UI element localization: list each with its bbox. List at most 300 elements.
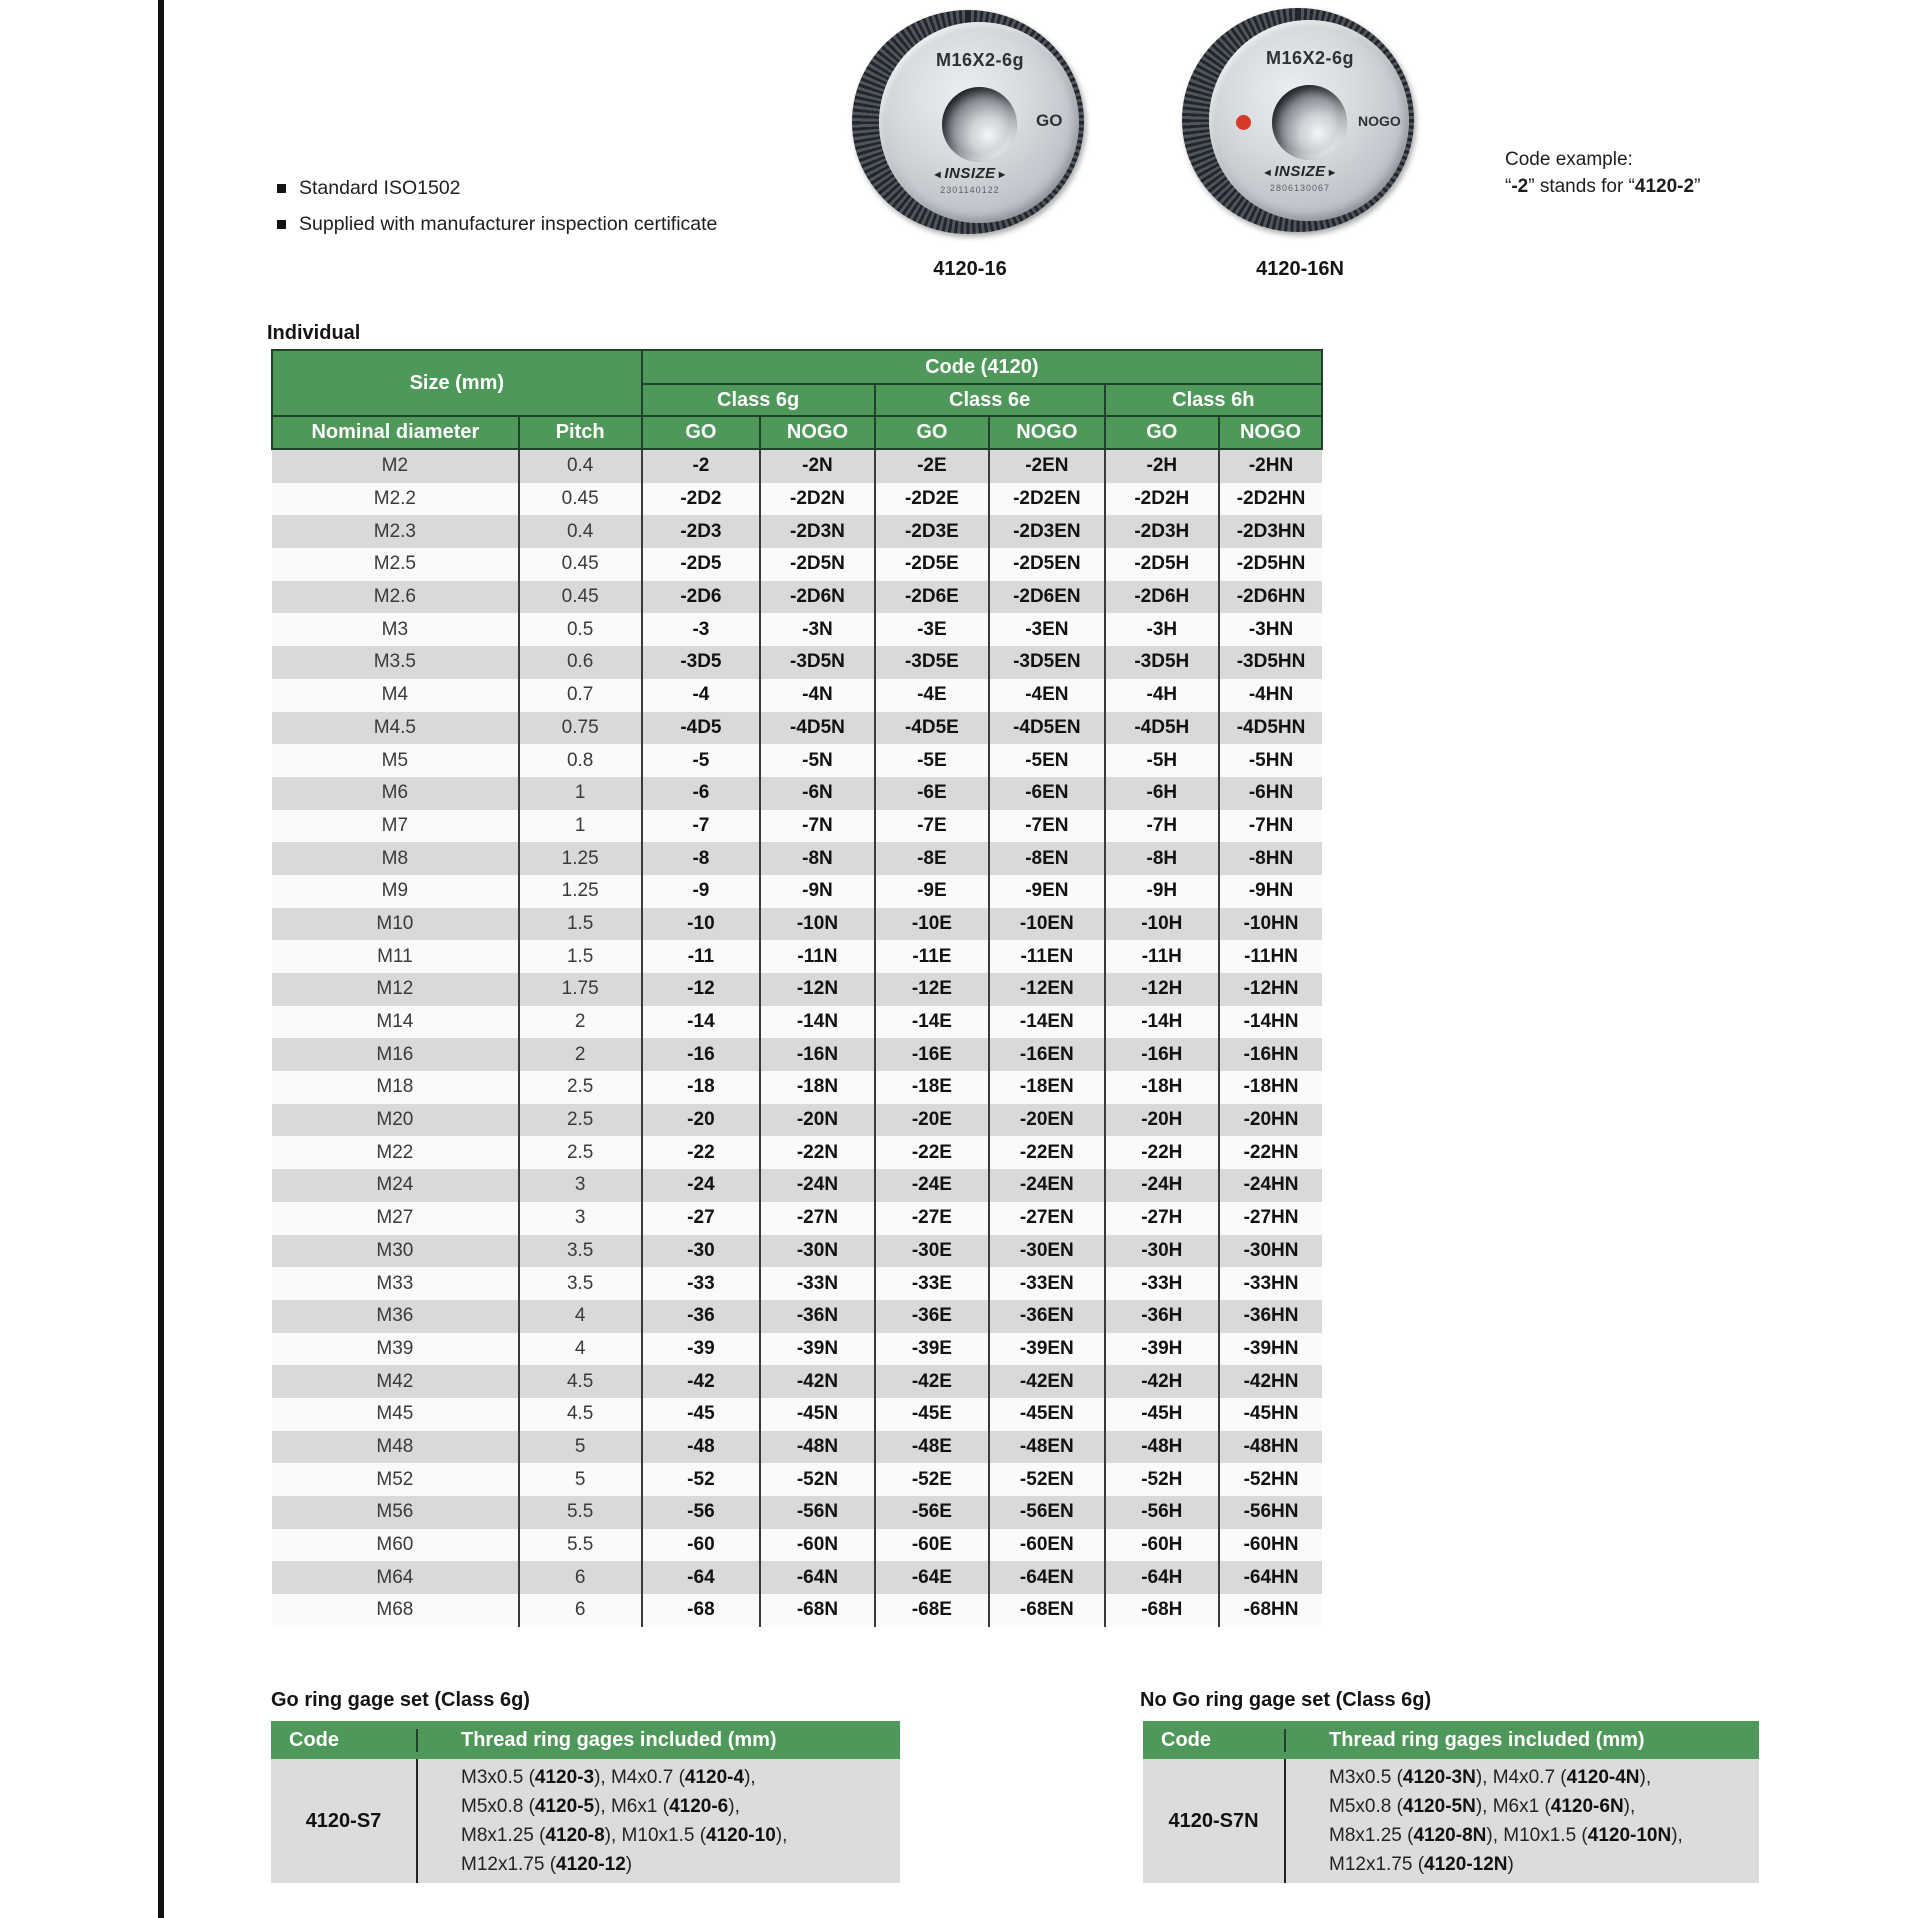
code-cell: -2D2EN (989, 483, 1104, 516)
code-cell: -68N (760, 1594, 874, 1627)
gauge-table-row (272, 940, 1322, 973)
nominal-diameter-cell: M12 (376, 978, 414, 1000)
gauge-table-row (272, 581, 1322, 614)
code-cell: -68EN (989, 1594, 1104, 1627)
pitch-cell: 4.5 (519, 1365, 642, 1398)
code-cell: -30HN (1219, 1235, 1322, 1268)
code-cell: -3D5EN (989, 646, 1104, 679)
nominal-diameter-cell: M8 (381, 847, 409, 869)
gauge-go-marking: GO (1036, 111, 1063, 130)
set-gages-line: M8x1.25 (4120-8), M10x1.5 (4120-10), (461, 1825, 788, 1846)
nominal-diameter-cell: M4 (381, 684, 409, 706)
code-cell: -9H (1105, 875, 1219, 908)
nogo-gauge-caption: 4120-16N (1256, 258, 1344, 280)
go-header-6e: GO (875, 416, 989, 449)
code-cell: -60EN (989, 1529, 1104, 1562)
code-cell: -3H (1105, 613, 1219, 646)
gauge-nogo-marking: NOGO (1358, 113, 1401, 129)
code-cell: -68H (1105, 1594, 1219, 1627)
code-cell: -33EN (989, 1267, 1104, 1300)
nominal-diameter-cell: M5 (381, 749, 409, 771)
code-cell: -42HN (1219, 1365, 1322, 1398)
code-cell: -18H (1105, 1071, 1219, 1104)
code-cell: -2D6EN (989, 581, 1104, 614)
code-cell: -42H (1105, 1365, 1219, 1398)
code-cell: -11N (760, 940, 874, 973)
code-example-title: Code example: (1505, 149, 1633, 170)
code-cell: -16HN (1219, 1038, 1322, 1071)
go-gauge-caption: 4120-16 (933, 258, 1007, 280)
code-cell: -52EN (989, 1463, 1104, 1496)
code-cell: -10EN (989, 908, 1104, 941)
code-cell: -33H (1105, 1267, 1219, 1300)
code-column-header: Code (1161, 1728, 1211, 1751)
code-cell: -68HN (1219, 1594, 1322, 1627)
gauge-table-row (272, 1235, 1322, 1268)
code-cell: -33HN (1219, 1267, 1322, 1300)
code-cell: -7HN (1219, 810, 1322, 843)
code-cell: -24HN (1219, 1169, 1322, 1202)
code-cell: -4 (642, 679, 761, 712)
set-gages-line: M3x0.5 (4120-3N), M4x0.7 (4120-4N), (1329, 1767, 1652, 1788)
code-cell: -2D3 (642, 515, 761, 548)
code-cell: -12E (875, 973, 989, 1006)
go-set-header-row (271, 1721, 900, 1759)
code-cell: -5 (642, 744, 761, 777)
code-cell: -64EN (989, 1561, 1104, 1594)
set-gage-code: 4120-8 (545, 1825, 605, 1846)
code-cell: -6 (642, 777, 761, 810)
code-cell: -2D5H (1105, 548, 1219, 581)
code-cell: -52HN (1219, 1463, 1322, 1496)
nominal-diameter-cell: M14 (376, 1011, 414, 1033)
gauge-thread-hole (942, 87, 1017, 162)
go-ring-gauge-photo (852, 10, 1088, 236)
pitch-header: Pitch (519, 416, 642, 449)
code-cell: -2D5HN (1219, 548, 1322, 581)
gauge-table-row (272, 646, 1322, 679)
insize-logo: ◄ INSIZE ► (852, 165, 1088, 182)
code-example (1505, 146, 1700, 200)
class-6e-header: Class 6e (875, 384, 1105, 416)
code-cell: -4D5 (642, 712, 761, 745)
set-gage-code: 4120-4N (1566, 1767, 1640, 1788)
code-cell: -45 (642, 1398, 761, 1431)
code-cell: -3D5H (1105, 646, 1219, 679)
nominal-diameter-cell: M20 (376, 1109, 414, 1131)
code-cell: -9HN (1219, 875, 1322, 908)
code-cell: -8EN (989, 842, 1104, 875)
code-cell: -42N (760, 1365, 874, 1398)
code-cell: -9 (642, 875, 761, 908)
gauge-table-row (272, 1169, 1322, 1202)
nominal-diameter-cell: M18 (376, 1076, 414, 1098)
code-cell: -52H (1105, 1463, 1219, 1496)
code-cell: -52N (760, 1463, 874, 1496)
code-cell: -10E (875, 908, 989, 941)
nominal-diameter-cell: M3 (381, 618, 409, 640)
code-cell: -60HN (1219, 1529, 1322, 1562)
code-cell: -6E (875, 777, 989, 810)
code-cell: -8N (760, 842, 874, 875)
code-cell: -56HN (1219, 1496, 1322, 1529)
code-cell: -36N (760, 1300, 874, 1333)
nominal-diameter-cell: M4.5 (373, 716, 416, 738)
feature-item (277, 170, 717, 206)
code-cell: -11H (1105, 940, 1219, 973)
code-cell: -39E (875, 1333, 989, 1366)
pitch-cell: 1.25 (519, 842, 642, 875)
code-cell: -22EN (989, 1136, 1104, 1169)
code-cell: -16 (642, 1038, 761, 1071)
gauge-table-row (272, 908, 1322, 941)
go-set-heading: Go ring gage set (Class 6g) (271, 1689, 530, 1711)
nogo-header-6h: NOGO (1219, 416, 1322, 449)
code-cell: -20E (875, 1104, 989, 1137)
gages-column-header: Thread ring gages included (mm) (1284, 1729, 1759, 1752)
insize-logo: ◄ INSIZE ► (1182, 163, 1418, 180)
nominal-diameter-cell: M68 (376, 1599, 414, 1621)
code-example-text: “-2” stands for “4120-2” (1505, 176, 1701, 197)
nominal-diameter-cell: M2.2 (373, 488, 416, 510)
code-cell: -14EN (989, 1006, 1104, 1039)
code-cell: -68 (642, 1594, 761, 1627)
set-gage-code: 4120-5 (534, 1796, 595, 1817)
gauge-table-row (272, 1136, 1322, 1169)
code-cell: -2 (642, 449, 761, 483)
code-cell: -60 (642, 1529, 761, 1562)
set-gages-line: M8x1.25 (4120-8N), M10x1.5 (4120-10N), (1329, 1825, 1683, 1846)
pitch-cell: 5.5 (519, 1529, 642, 1562)
set-code: 4120-S7N (1168, 1809, 1259, 1832)
gauge-table-row (272, 1431, 1322, 1464)
individual-gauge-table (271, 349, 1323, 1627)
code-cell: -52 (642, 1463, 761, 1496)
pitch-cell: 2 (519, 1038, 642, 1071)
code-cell: -45H (1105, 1398, 1219, 1431)
code-cell: -48H (1105, 1431, 1219, 1464)
set-gages-line: M3x0.5 (4120-3), M4x0.7 (4120-4), (461, 1767, 756, 1788)
code-cell: -60H (1105, 1529, 1219, 1562)
code-cell: -60N (760, 1529, 874, 1562)
gauge-table-row (272, 1267, 1322, 1300)
gauge-table-row (272, 712, 1322, 745)
code-cell: -9N (760, 875, 874, 908)
nogo-set-heading: No Go ring gage set (Class 6g) (1140, 1689, 1432, 1711)
code-cell: -4EN (989, 679, 1104, 712)
gauge-table-row (272, 1463, 1322, 1496)
set-gage-code: 4120-6 (669, 1796, 729, 1817)
code-cell: -14E (875, 1006, 989, 1039)
code-cell: -6H (1105, 777, 1219, 810)
nominal-diameter-cell: M24 (376, 1174, 414, 1196)
code-cell: -9E (875, 875, 989, 908)
nominal-diameter-cell: M56 (376, 1501, 414, 1523)
feature-list (277, 170, 717, 242)
code-cell: -5H (1105, 744, 1219, 777)
code-cell: -64H (1105, 1561, 1219, 1594)
pitch-cell: 2.5 (519, 1104, 642, 1137)
gauge-spec-marking: M16X2-6g (935, 50, 1025, 70)
pitch-cell: 0.4 (519, 449, 642, 483)
code-cell: -12HN (1219, 973, 1322, 1006)
gauge-table-row (272, 842, 1322, 875)
pitch-cell: 0.45 (519, 483, 642, 516)
nogo-set-table (1143, 1721, 1759, 1883)
code-cell: -22H (1105, 1136, 1219, 1169)
code-cell: -30E (875, 1235, 989, 1268)
code-cell: -12EN (989, 973, 1104, 1006)
gauge-table-row (272, 515, 1322, 548)
nogo-header-6e: NOGO (989, 416, 1104, 449)
code-cell: -22N (760, 1136, 874, 1169)
code-cell: -36E (875, 1300, 989, 1333)
nominal-diameter-cell: M39 (376, 1337, 414, 1359)
code-cell: -18 (642, 1071, 761, 1104)
pitch-cell: 4 (519, 1333, 642, 1366)
code-cell: -3HN (1219, 613, 1322, 646)
class-6g-header: Class 6g (642, 384, 875, 416)
nominal-diameter-cell: M52 (376, 1468, 414, 1490)
code-cell: -3D5N (760, 646, 874, 679)
nogo-header-6g: NOGO (760, 416, 874, 449)
nominal-diameter-cell: M9 (381, 880, 409, 902)
code-cell: -39EN (989, 1333, 1104, 1366)
code-cell: -24H (1105, 1169, 1219, 1202)
code-cell: -64N (760, 1561, 874, 1594)
gauge-table-row (272, 1529, 1322, 1562)
code-cell: -30EN (989, 1235, 1104, 1268)
set-gage-code: 4120-3 (534, 1767, 595, 1788)
code-cell: -5N (760, 744, 874, 777)
code-cell: -2D2HN (1219, 483, 1322, 516)
code-cell: -20 (642, 1104, 761, 1137)
code-cell: -2D2 (642, 483, 761, 516)
gauge-table-row (272, 1398, 1322, 1431)
nogo-set-body-row (1143, 1759, 1759, 1883)
nominal-diameter-cell: M3.5 (373, 651, 416, 673)
code-cell: -7 (642, 810, 761, 843)
code-cell: -16H (1105, 1038, 1219, 1071)
set-gages-list (461, 1763, 787, 1879)
code-cell: -60E (875, 1529, 989, 1562)
pitch-cell: 0.6 (519, 646, 642, 679)
code-cell: -36EN (989, 1300, 1104, 1333)
feature-item (277, 206, 717, 242)
go-header-6h: GO (1105, 416, 1219, 449)
nominal-diameter-cell: M2.6 (373, 586, 416, 608)
feature-text: Standard ISO1502 (299, 176, 461, 199)
code-cell: -33N (760, 1267, 874, 1300)
code-cell: -11HN (1219, 940, 1322, 973)
code-cell: -2D3E (875, 515, 989, 548)
code-cell: -24E (875, 1169, 989, 1202)
pitch-cell: 4.5 (519, 1398, 642, 1431)
code-cell: -2D3N (760, 515, 874, 548)
code-cell: -27E (875, 1202, 989, 1235)
code-cell: -18N (760, 1071, 874, 1104)
code-cell: -30N (760, 1235, 874, 1268)
code-cell: -48 (642, 1431, 761, 1464)
pitch-cell: 0.45 (519, 581, 642, 614)
gauge-table-row (272, 1006, 1322, 1039)
code-cell: -6EN (989, 777, 1104, 810)
code-cell: -45E (875, 1398, 989, 1431)
code-cell: -24N (760, 1169, 874, 1202)
set-code: 4120-S7 (305, 1809, 382, 1832)
code-cell: -20HN (1219, 1104, 1322, 1137)
code-cell: -3 (642, 613, 761, 646)
nominal-diameter-cell: M6 (381, 782, 409, 804)
gauge-table-row (272, 973, 1322, 1006)
code-cell: -27 (642, 1202, 761, 1235)
set-gages-line: M5x0.8 (4120-5), M6x1 (4120-6), (461, 1796, 740, 1817)
code-example-full-code: 4120-2 (1634, 176, 1695, 197)
code-cell: -64 (642, 1561, 761, 1594)
code-cell: -3EN (989, 613, 1104, 646)
code-cell: -8 (642, 842, 761, 875)
set-gage-code: 4120-10 (706, 1825, 776, 1846)
code-cell: -7N (760, 810, 874, 843)
code-cell: -3D5E (875, 646, 989, 679)
pitch-cell: 3 (519, 1169, 642, 1202)
code-cell: -4D5E (875, 712, 989, 745)
code-cell: -2E (875, 449, 989, 483)
gauge-table-row (272, 777, 1322, 810)
nominal-diameter-header: Nominal diameter (272, 416, 519, 449)
code-cell: -48N (760, 1431, 874, 1464)
code-cell: -56 (642, 1496, 761, 1529)
code-cell: -20EN (989, 1104, 1104, 1137)
code-cell: -10 (642, 908, 761, 941)
nominal-diameter-cell: M30 (376, 1239, 414, 1261)
gauge-serial-number: 2301140122 (940, 185, 1000, 195)
code-cell: -16N (760, 1038, 874, 1071)
go-set-body-row (271, 1759, 900, 1883)
code-cell: -3E (875, 613, 989, 646)
bullet-square-icon (277, 184, 286, 193)
gauge-table-row (272, 744, 1322, 777)
code-cell: -7H (1105, 810, 1219, 843)
code-cell: -45HN (1219, 1398, 1322, 1431)
code-cell: -4D5EN (989, 712, 1104, 745)
code-cell: -16E (875, 1038, 989, 1071)
code-cell: -4D5H (1105, 712, 1219, 745)
class-6h-header: Class 6h (1105, 384, 1322, 416)
code-cell: -42 (642, 1365, 761, 1398)
gauge-table-row (272, 613, 1322, 646)
code-cell: -45N (760, 1398, 874, 1431)
gauge-table-row (272, 1104, 1322, 1137)
pitch-cell: 4 (519, 1300, 642, 1333)
code-cell: -16EN (989, 1038, 1104, 1071)
nominal-diameter-cell: M64 (376, 1566, 414, 1588)
gauge-table-row (272, 1333, 1322, 1366)
code-cell: -45EN (989, 1398, 1104, 1431)
code-cell: -2D6N (760, 581, 874, 614)
code-cell: -8E (875, 842, 989, 875)
set-gages-line: M5x0.8 (4120-5N), M6x1 (4120-6N), (1329, 1796, 1636, 1817)
code-cell: -22HN (1219, 1136, 1322, 1169)
nominal-diameter-cell: M60 (376, 1534, 414, 1556)
code-cell: -39H (1105, 1333, 1219, 1366)
pitch-cell: 5.5 (519, 1496, 642, 1529)
code-cell: -14HN (1219, 1006, 1322, 1039)
code-cell: -56N (760, 1496, 874, 1529)
pitch-cell: 0.45 (519, 548, 642, 581)
code-cell: -7E (875, 810, 989, 843)
code-cell: -2D5E (875, 548, 989, 581)
pitch-cell: 1.75 (519, 973, 642, 1006)
code-cell: -5E (875, 744, 989, 777)
gauge-table-row (272, 1300, 1322, 1333)
code-cell: -20N (760, 1104, 874, 1137)
code-cell: -8HN (1219, 842, 1322, 875)
set-gage-code: 4120-3N (1402, 1767, 1476, 1788)
code-cell: -2D5N (760, 548, 874, 581)
bullet-square-icon (277, 220, 286, 229)
code-cell: -2N (760, 449, 874, 483)
code-cell: -3N (760, 613, 874, 646)
nominal-diameter-cell: M7 (381, 814, 409, 836)
code-cell: -2D2N (760, 483, 874, 516)
gauge-table-row (272, 1561, 1322, 1594)
code-cell: -56E (875, 1496, 989, 1529)
code-cell: -42EN (989, 1365, 1104, 1398)
code-cell: -14 (642, 1006, 761, 1039)
code-cell: -33 (642, 1267, 761, 1300)
pitch-cell: 0.5 (519, 613, 642, 646)
code-example-short-code: -2 (1511, 176, 1529, 197)
code-cell: -2D6E (875, 581, 989, 614)
set-gage-code: 4120-10N (1587, 1825, 1672, 1846)
pitch-cell: 1 (519, 777, 642, 810)
code-cell: -14H (1105, 1006, 1219, 1039)
code-cell: -5HN (1219, 744, 1322, 777)
gages-column-header: Thread ring gages included (mm) (416, 1729, 900, 1752)
code-cell: -24EN (989, 1169, 1104, 1202)
code-cell: -4H (1105, 679, 1219, 712)
code-cell: -22 (642, 1136, 761, 1169)
code-cell: -56H (1105, 1496, 1219, 1529)
code-cell: -8H (1105, 842, 1219, 875)
nominal-diameter-cell: M36 (376, 1305, 414, 1327)
gauge-table-row (272, 1365, 1322, 1398)
pitch-cell: 1.25 (519, 875, 642, 908)
code-cell: -4E (875, 679, 989, 712)
pitch-cell: 0.4 (519, 515, 642, 548)
gauge-spec-marking: M16X2-6g (1265, 48, 1355, 68)
code-cell: -24 (642, 1169, 761, 1202)
set-gages-line: M12x1.75 (4120-12) (461, 1854, 633, 1875)
gauge-table-row (272, 483, 1322, 516)
code-cell: -18E (875, 1071, 989, 1104)
code-cell: -4D5HN (1219, 712, 1322, 745)
code-cell: -56EN (989, 1496, 1104, 1529)
set-gages-list (1329, 1763, 1683, 1879)
set-gage-code: 4120-8N (1413, 1825, 1487, 1846)
code-cell: -33E (875, 1267, 989, 1300)
code-cell: -9EN (989, 875, 1104, 908)
gauge-table-row (272, 875, 1322, 908)
pitch-cell: 3.5 (519, 1267, 642, 1300)
code-cell: -2D6H (1105, 581, 1219, 614)
nogo-red-dot-indicator (1236, 115, 1251, 130)
code-cell: -11EN (989, 940, 1104, 973)
nogo-set-header-row (1143, 1721, 1759, 1759)
code-cell: -48EN (989, 1431, 1104, 1464)
code-cell: -64HN (1219, 1561, 1322, 1594)
